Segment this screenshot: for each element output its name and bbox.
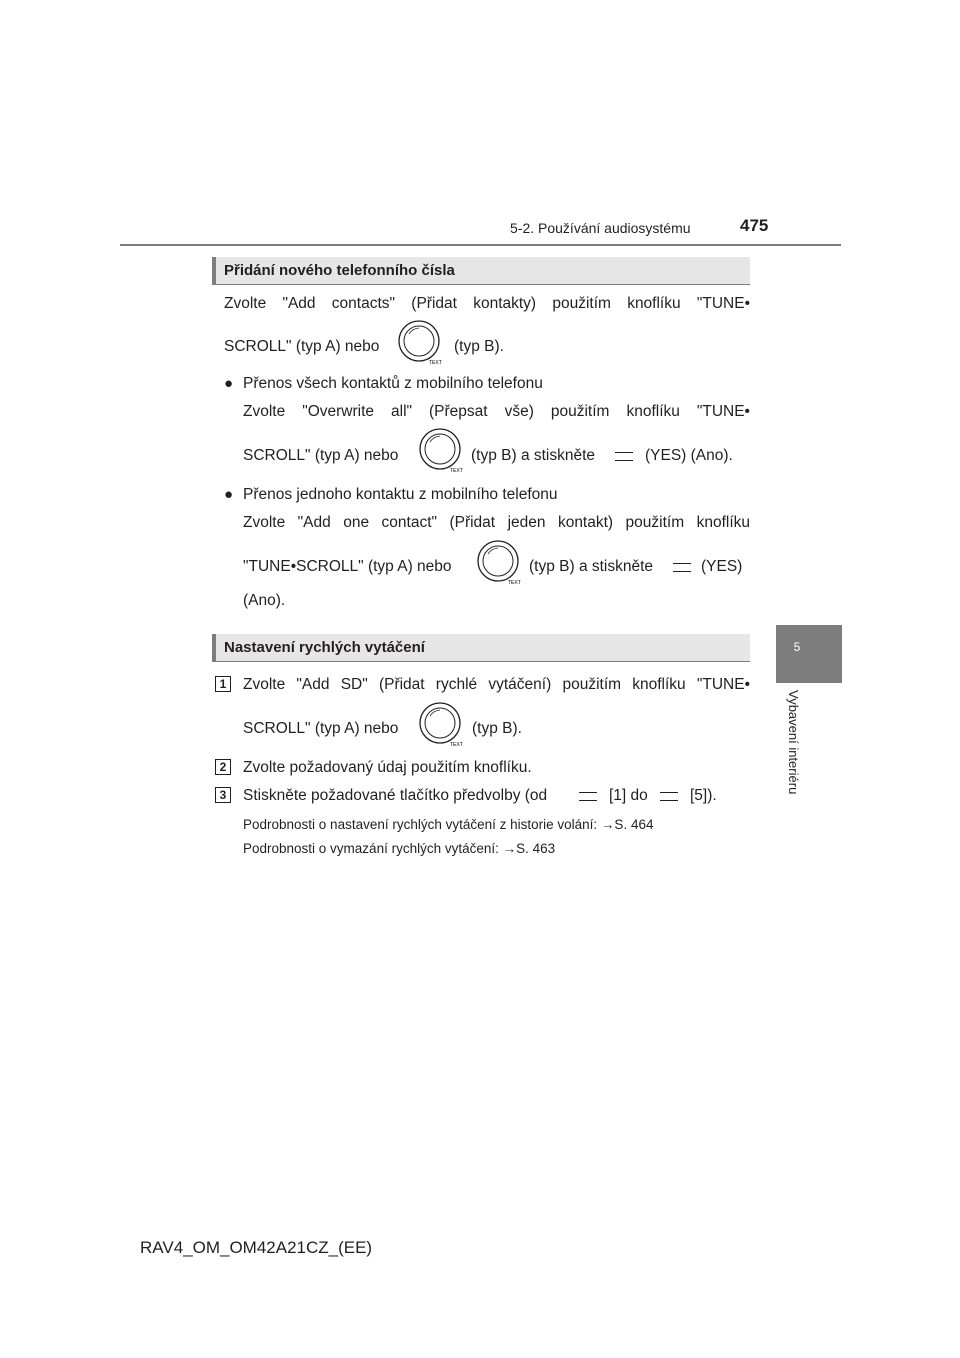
knob-label: TEXT bbox=[508, 580, 521, 586]
section-heading-speed-dial bbox=[212, 634, 750, 662]
intro-line-2a: SCROLL" (typ A) nebo bbox=[224, 338, 380, 355]
step-number-1: 1 bbox=[215, 676, 231, 692]
tune-scroll-knob-icon bbox=[476, 540, 522, 586]
step-number-3: 3 bbox=[215, 787, 231, 803]
step-number-2: 2 bbox=[215, 759, 231, 775]
intro-line-2b: (typ B). bbox=[454, 338, 504, 355]
running-header-section: 5-2. Používání audiosystému bbox=[510, 220, 691, 236]
bullet-1-title: Přenos všech kontaktů z mobilního telefonu bbox=[243, 375, 543, 392]
tune-scroll-knob-icon bbox=[418, 428, 464, 474]
document-code: RAV4_OM_OM42A21CZ_(EE) bbox=[140, 1238, 373, 1257]
step-1-line-2a: SCROLL" (typ A) nebo bbox=[243, 720, 399, 737]
section-heading-add-number bbox=[212, 257, 750, 285]
step-2-text: Zvolte požadovaný údaj použitím knoflíku. bbox=[243, 759, 532, 776]
bullet-2-line-2b: (typ B) a stiskněte bbox=[529, 558, 654, 575]
bullet-2-line-3: (Ano). bbox=[243, 592, 286, 609]
intro-line-1: Zvolte "Add contacts" (Přidat kontakty) použitím knoflíku "TUNE• bbox=[224, 295, 750, 312]
bullet-1-line-2c: (YES) (Ano). bbox=[645, 447, 733, 464]
preset-button-icon bbox=[579, 792, 597, 801]
bullet-2-title: Přenos jednoho kontaktu z mobilního telefonu bbox=[243, 486, 558, 503]
chapter-tab bbox=[776, 625, 842, 683]
step-3-text-b: [1] do bbox=[609, 787, 648, 804]
note-1: Podrobnosti o nastavení rychlých vytáčení z historie volání: →S. 464 bbox=[243, 817, 654, 832]
bullet-2-line-2c: (YES) bbox=[701, 558, 743, 575]
page-number: 475 bbox=[740, 216, 769, 235]
bullet-2-line-2a: "TUNE•SCROLL" (typ A) nebo bbox=[243, 558, 452, 575]
bullet-1-line-1: Zvolte "Overwrite all" (Přepsat vše) použitím knoflíku "TUNE• bbox=[243, 403, 750, 420]
bullet-1-line-2b: (typ B) a stiskněte bbox=[471, 447, 596, 464]
step-3-text-a: Stiskněte požadované tlačítko předvolby (od bbox=[243, 787, 548, 804]
knob-label: TEXT bbox=[429, 360, 442, 366]
step-1-line-1: Zvolte "Add SD" (Přidat rychlé vytáčení) použitím knoflíku "TUNE• bbox=[243, 676, 750, 693]
section-heading-text: Přidání nového telefonního čísla bbox=[224, 262, 455, 279]
bullet-icon: ● bbox=[224, 486, 234, 503]
preset-button-icon bbox=[615, 452, 633, 461]
chapter-number: 5 bbox=[793, 640, 801, 654]
preset-button-icon bbox=[660, 792, 678, 801]
step-1-line-2b: (typ B). bbox=[472, 720, 522, 737]
note-2: Podrobnosti o vymazání rychlých vytáčení: →S. 463 bbox=[243, 841, 556, 856]
chapter-title: Vybavení interiéru bbox=[786, 690, 801, 795]
header-divider bbox=[120, 244, 841, 246]
step-3-text-c: [5]). bbox=[690, 787, 717, 804]
bullet-2-line-1: Zvolte "Add one contact" (Přidat jeden kontakt) použitím knoflíku bbox=[243, 514, 750, 531]
tune-scroll-knob-icon bbox=[418, 702, 464, 748]
tune-scroll-knob-icon bbox=[397, 320, 443, 366]
preset-button-icon bbox=[673, 563, 691, 572]
knob-label: TEXT bbox=[450, 742, 463, 748]
knob-label: TEXT bbox=[450, 468, 463, 474]
section-heading-text: Nastavení rychlých vytáčení bbox=[224, 639, 425, 656]
bullet-1-line-2a: SCROLL" (typ A) nebo bbox=[243, 447, 399, 464]
bullet-icon: ● bbox=[224, 375, 234, 392]
